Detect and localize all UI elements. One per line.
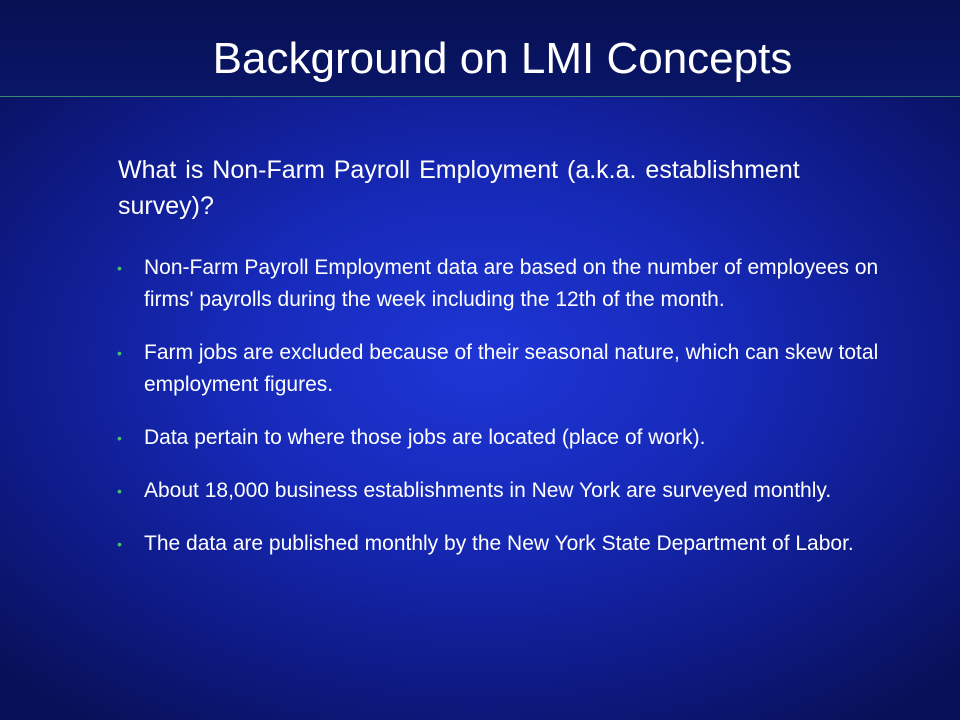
bullet-text: The data are published monthly by the New York State Department of Labor.: [144, 532, 854, 555]
bullet-item: [0, 422, 960, 454]
bullet-marker: •: [117, 345, 122, 361]
bullet-text: Farm jobs are excluded because of their seasonal nature, which can skew total employment figures.: [144, 341, 879, 396]
bullet-marker: •: [117, 483, 122, 499]
bullet-marker: •: [117, 260, 122, 276]
slide-title: Background on LMI Concepts: [212, 34, 793, 83]
bullet-text: Data pertain to where those jobs are located (place of work).: [144, 426, 706, 449]
bullet-list: [0, 252, 960, 560]
bullet-text: About 18,000 business establishments in New York are surveyed monthly.: [144, 479, 832, 502]
bullet-marker: •: [117, 430, 122, 446]
bullet-item: [0, 475, 960, 507]
bullet-item: [0, 528, 960, 560]
bullet-item: [0, 337, 960, 401]
bullet-marker: •: [117, 536, 122, 552]
bullet-item: [0, 252, 960, 316]
question-heading: What is Non-Farm Payroll Employment (a.k.a. establishment survey)?: [118, 156, 800, 220]
bullet-text: Non-Farm Payroll Employment data are based on the number of employees on firms' payrolls during the week including the 12th of the month.: [144, 256, 879, 311]
title-bar: [0, 0, 960, 97]
